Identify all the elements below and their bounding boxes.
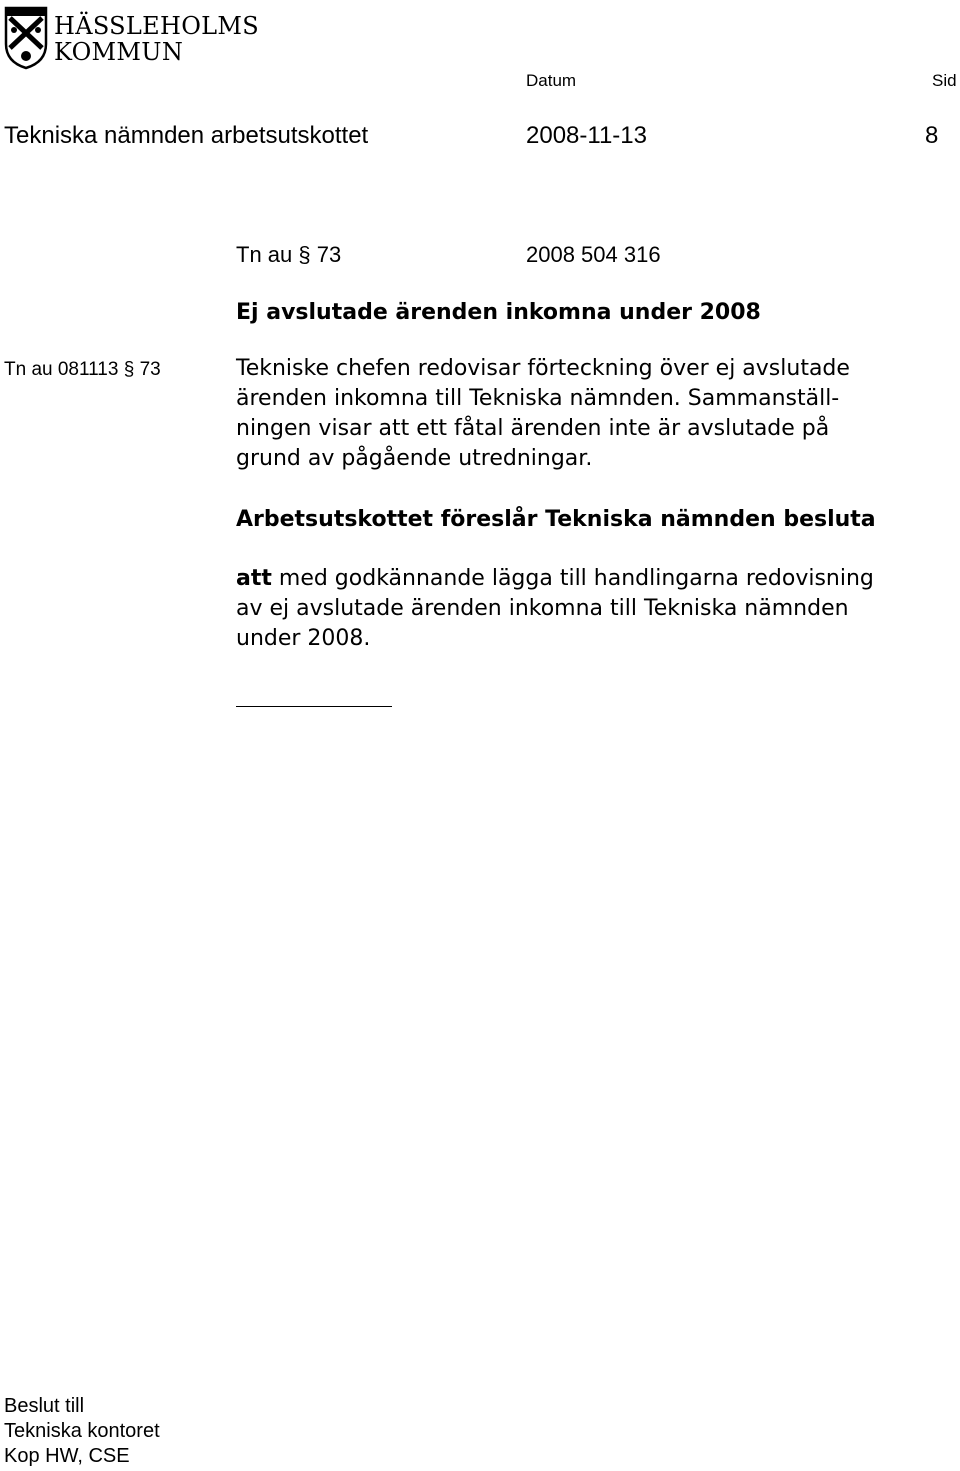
case-title: Ej avslutade ärenden inkomna under 2008 <box>236 300 761 325</box>
meeting-date: 2008-11-13 <box>526 122 647 149</box>
text-line: av ej avslutade ärenden inkomna till Tekniska nämnden <box>236 596 849 621</box>
text-line: Arbetsutskottet föreslår Tekniska nämnden besluta <box>236 507 876 532</box>
separator-line <box>236 706 392 707</box>
text-fragment: med godkännande lägga till handlingarna redovisning <box>271 566 874 591</box>
footer-line: Tekniska kontoret <box>4 1420 160 1442</box>
distribution-list <box>4 1394 160 1469</box>
proposal-heading <box>236 505 876 535</box>
diary-number: 2008 504 316 <box>526 242 661 267</box>
page-number: 8 <box>925 122 939 149</box>
text-line: ningen visar att ett fåtal ärenden inte är avslutade på <box>236 416 830 441</box>
text-line: grund av pågående utredningar. <box>236 446 593 471</box>
report-paragraph <box>236 354 850 474</box>
municipality-name-line2: KOMMUN <box>54 38 184 66</box>
page-label: Sid <box>932 71 957 90</box>
text-line: ärenden inkomna till Tekniska nämnden. Sammanställ- <box>236 386 840 411</box>
decision-paragraph <box>236 564 874 654</box>
municipality-name-line1: HÄSSLEHOLMS <box>54 12 260 40</box>
text-line: under 2008. <box>236 626 371 651</box>
decision-keyword: att <box>236 566 272 591</box>
municipal-crest-icon <box>4 4 48 70</box>
footer-line: Kop HW, CSE <box>4 1445 130 1467</box>
committee-name: Tekniska nämnden arbetsutskottet <box>4 122 369 149</box>
text-line: Tekniske chefen redovisar förteckning över ej avslutade <box>236 356 850 381</box>
side-reference: Tn au 081113 § 73 <box>4 359 161 380</box>
text-line <box>236 564 874 594</box>
footer-line: Beslut till <box>4 1395 85 1417</box>
paragraph-reference: Tn au § 73 <box>236 242 342 267</box>
date-label: Datum <box>526 71 577 90</box>
